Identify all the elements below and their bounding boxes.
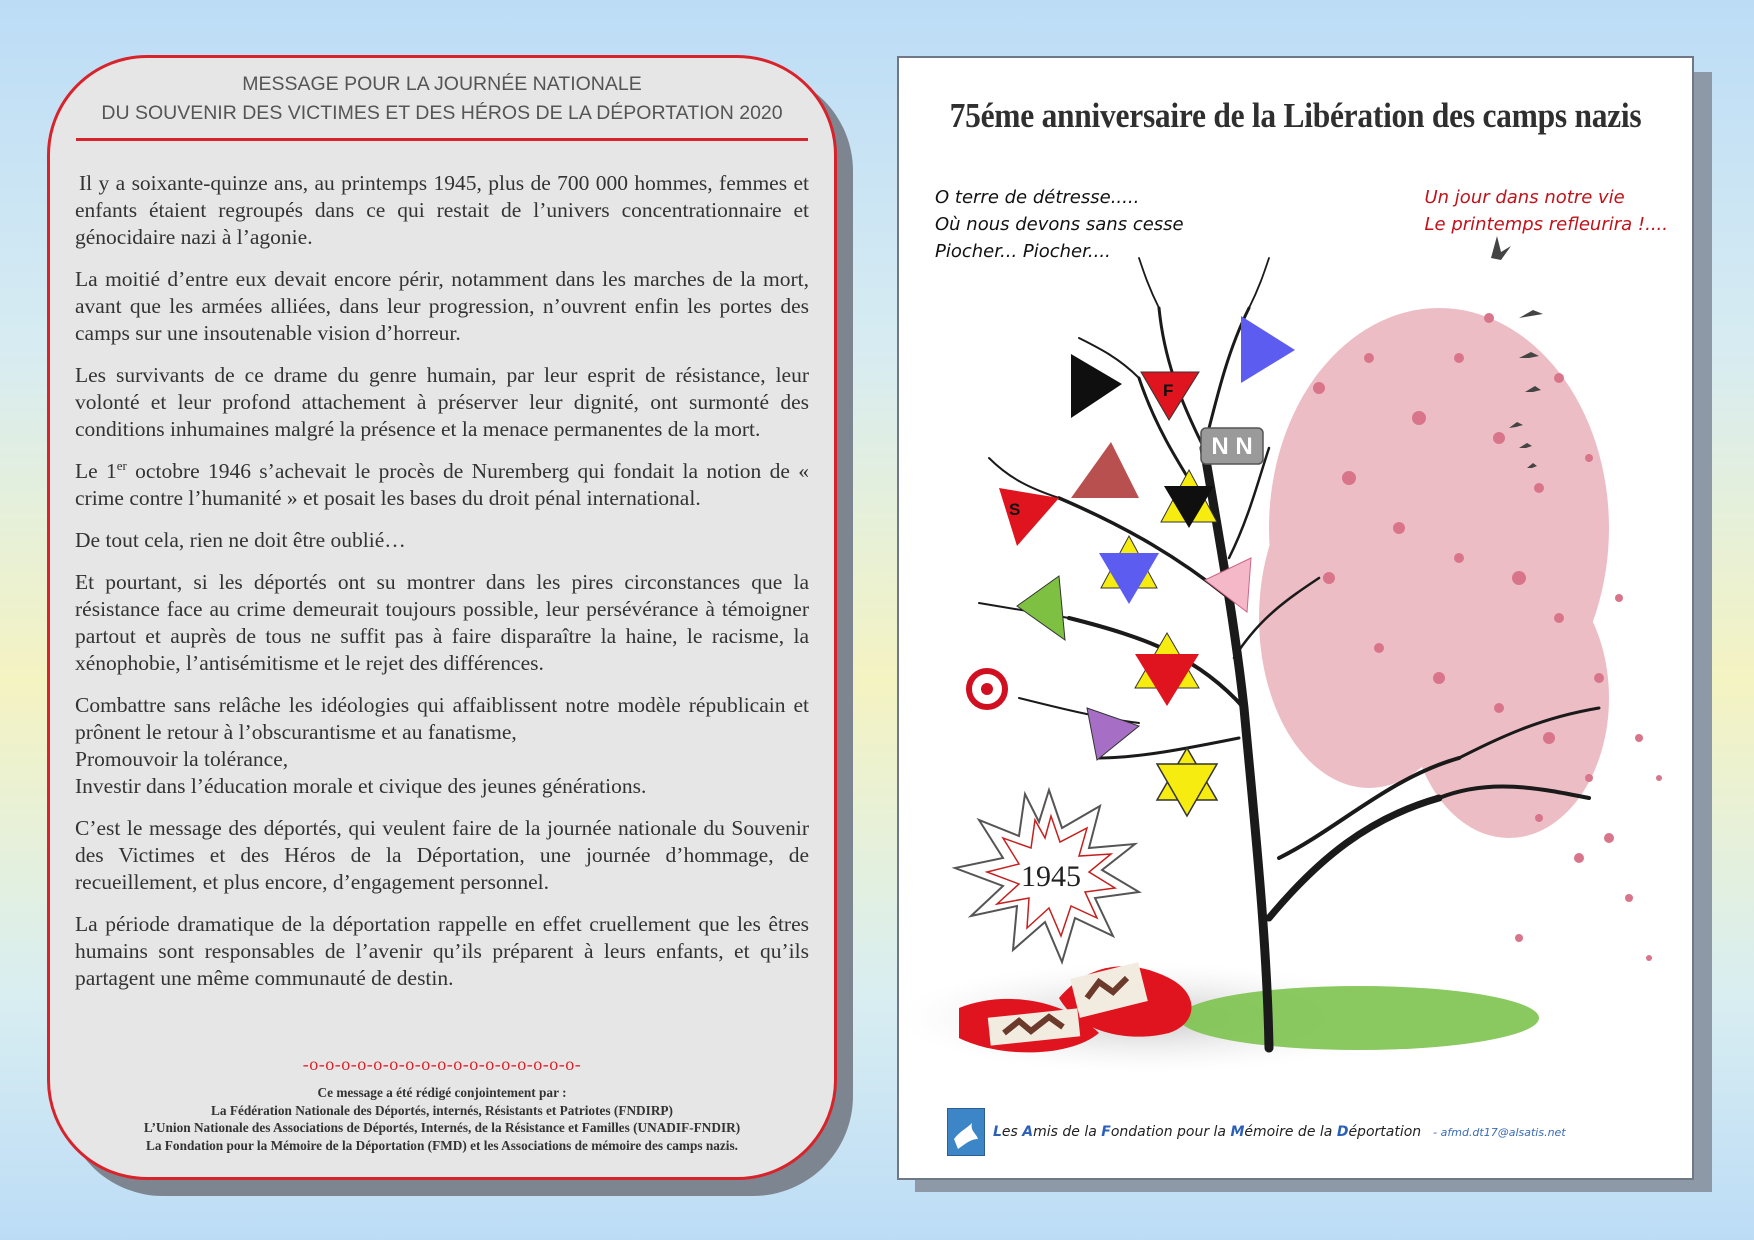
afmd-logo [947, 1108, 985, 1156]
footer-w5: éportation [1348, 1124, 1422, 1140]
footer-w3: ondation pour la [1110, 1124, 1231, 1140]
separator: -o-o-o-o-o-o-o-o-o-o-o-o-o-o-o-o-o- [302, 1054, 582, 1074]
paragraph-9: La période dramatique de la déportation rappelle en effet cruellement que les êtres humains sont responsables de l’avenir qu’ils préparent à leurs enfants, et qu’ils partagent une même communauté de destin. [75, 912, 809, 990]
p4-rest: octobre 1946 s’achevait le procès de Nuremberg qui fondait la notion de « crime contre l’humanité » et posait les bases du droit pénal international. [75, 459, 809, 510]
paragraph-7 [75, 692, 809, 800]
brown-triangle-badge [1071, 442, 1139, 498]
paragraph-2: La moitié d’entre eux devait encore périr, notamment dans les marches de la mort, avant que les armées alliées, dans leur progression, n’ouvrent enfin les portes des camps sur une insoutenable vision d’horreur. [75, 267, 809, 345]
poem-right-line-1: Un jour dans notre vie [1424, 187, 1625, 208]
blue-triangle-badge [1241, 316, 1295, 383]
badge-s-label: S [1009, 500, 1021, 519]
credits-intro: Ce message a été rédigé conjointement par : [317, 1085, 567, 1100]
credit-fmd: La Fondation pour la Mémoire de la Déportation (FMD) et les Associations de mémoire des camps nazis. [145, 1137, 739, 1153]
paragraph-3: Les survivants de ce drame du genre humain, par leur esprit de résistance, leur volonté et leur profond attachement à préserver leur dignité, ont surmonté des conditions inhumaines malgré la présence et la menace permanentes de la mort. [75, 363, 809, 441]
footer-d: D [1336, 1124, 1349, 1140]
year-label: 1945 [1021, 860, 1081, 893]
message-header [50, 70, 834, 128]
paragraph-6: Et pourtant, si les déportés ont su montrer dans les pires circonstances que la résistance face au crime demeurait toujours possible, leur persévérance à témoigner partout et auprès de tous ne suffit pas à faire disparaître la haine, le racisme, la xénophobie, l’antisémitisme et le rejet des différences. [75, 570, 809, 675]
p4-start: Le 1 [75, 459, 117, 483]
red-triangle-badge-s [999, 488, 1059, 546]
p7-line-3: Investir dans l’éducation morale et civique des jeunes générations. [75, 774, 647, 798]
credit-unadif: L’Union Nationale des Associations de Déportés, Internés, de la Résistance et Familles (UNADIF-FNDIR) [143, 1120, 741, 1135]
black-triangle-badge [1071, 354, 1122, 418]
badge-f-label: F [1163, 381, 1174, 400]
paragraph-5: De tout cela, rien ne doit être oublié… [75, 528, 406, 552]
footer-a: A [1022, 1124, 1034, 1140]
p7-line-1: Combattre sans relâche les idéologies qui affaiblissent notre modèle républicain et prônent le retour à l’obscurantisme et au fanatisme, [75, 693, 809, 744]
paragraph-4 [75, 458, 809, 512]
credit-fndirp: La Fédération Nationale des Déportés, internés, Résistants et Patriotes (FNDIRP) [211, 1102, 673, 1118]
header-line-1: MESSAGE POUR LA JOURNÉE NATIONALE [242, 73, 642, 95]
poem-left-line-1: O terre de détresse..... [935, 187, 1140, 208]
footer-email[interactable]: - afmd.dt17@alsatis.net [1433, 1125, 1566, 1139]
tree-illustration [899, 58, 1692, 1178]
message-body [75, 170, 809, 1007]
message-card [47, 55, 837, 1180]
header-line-2: DU SOUVENIR DES VICTIMES ET DES HÉROS DE LA DÉPORTATION 2020 [101, 102, 783, 124]
footer-l: L [993, 1124, 1002, 1140]
poem-left-line-3: Piocher... Piocher.... [935, 241, 1111, 262]
footer-org [993, 1124, 1421, 1140]
credits [50, 1084, 834, 1154]
target-badge-inner [981, 683, 993, 695]
purple-triangle-badge [1087, 708, 1139, 760]
badge-nn-label: N N [1211, 433, 1253, 460]
paragraph-1: Il y a soixante-quinze ans, au printemps 1945, plus de 700 000 hommes, femmes et enfants étaient regroupés dans ce qui restait de l’univers concentrationnaire et génocidaire nazi à l’agonie. [75, 171, 809, 249]
blossom-cloud [1259, 308, 1609, 838]
footer-w1: es [1001, 1124, 1023, 1140]
footer-w4: émoire de la [1244, 1124, 1337, 1140]
footer [947, 1108, 1566, 1156]
poem-left-line-2: Où nous devons sans cesse [935, 214, 1184, 235]
dove-icon [948, 1109, 984, 1155]
green-triangle-badge [1017, 576, 1065, 640]
header-divider [76, 138, 808, 141]
p4-superscript: er [116, 457, 127, 473]
paragraph-8: C’est le message des déportés, qui veulent faire de la journée nationale du Souvenir des Victimes et des Héros de la Déportation, une journée d’hommage, de recueillement, et plus encore, d’engagement personnel. [75, 816, 809, 894]
grass-patch [1179, 986, 1539, 1050]
footer-m: M [1230, 1124, 1245, 1140]
poster [897, 56, 1694, 1180]
footer-f: F [1101, 1124, 1111, 1140]
p7-line-2: Promouvoir la tolérance, [75, 747, 289, 771]
poster-title: 75éme anniversaire de la Libération des camps nazis [949, 96, 1642, 135]
poem-right-line-2: Le printemps refleurira !.... [1424, 214, 1668, 235]
footer-w2: mis de la [1033, 1124, 1102, 1140]
